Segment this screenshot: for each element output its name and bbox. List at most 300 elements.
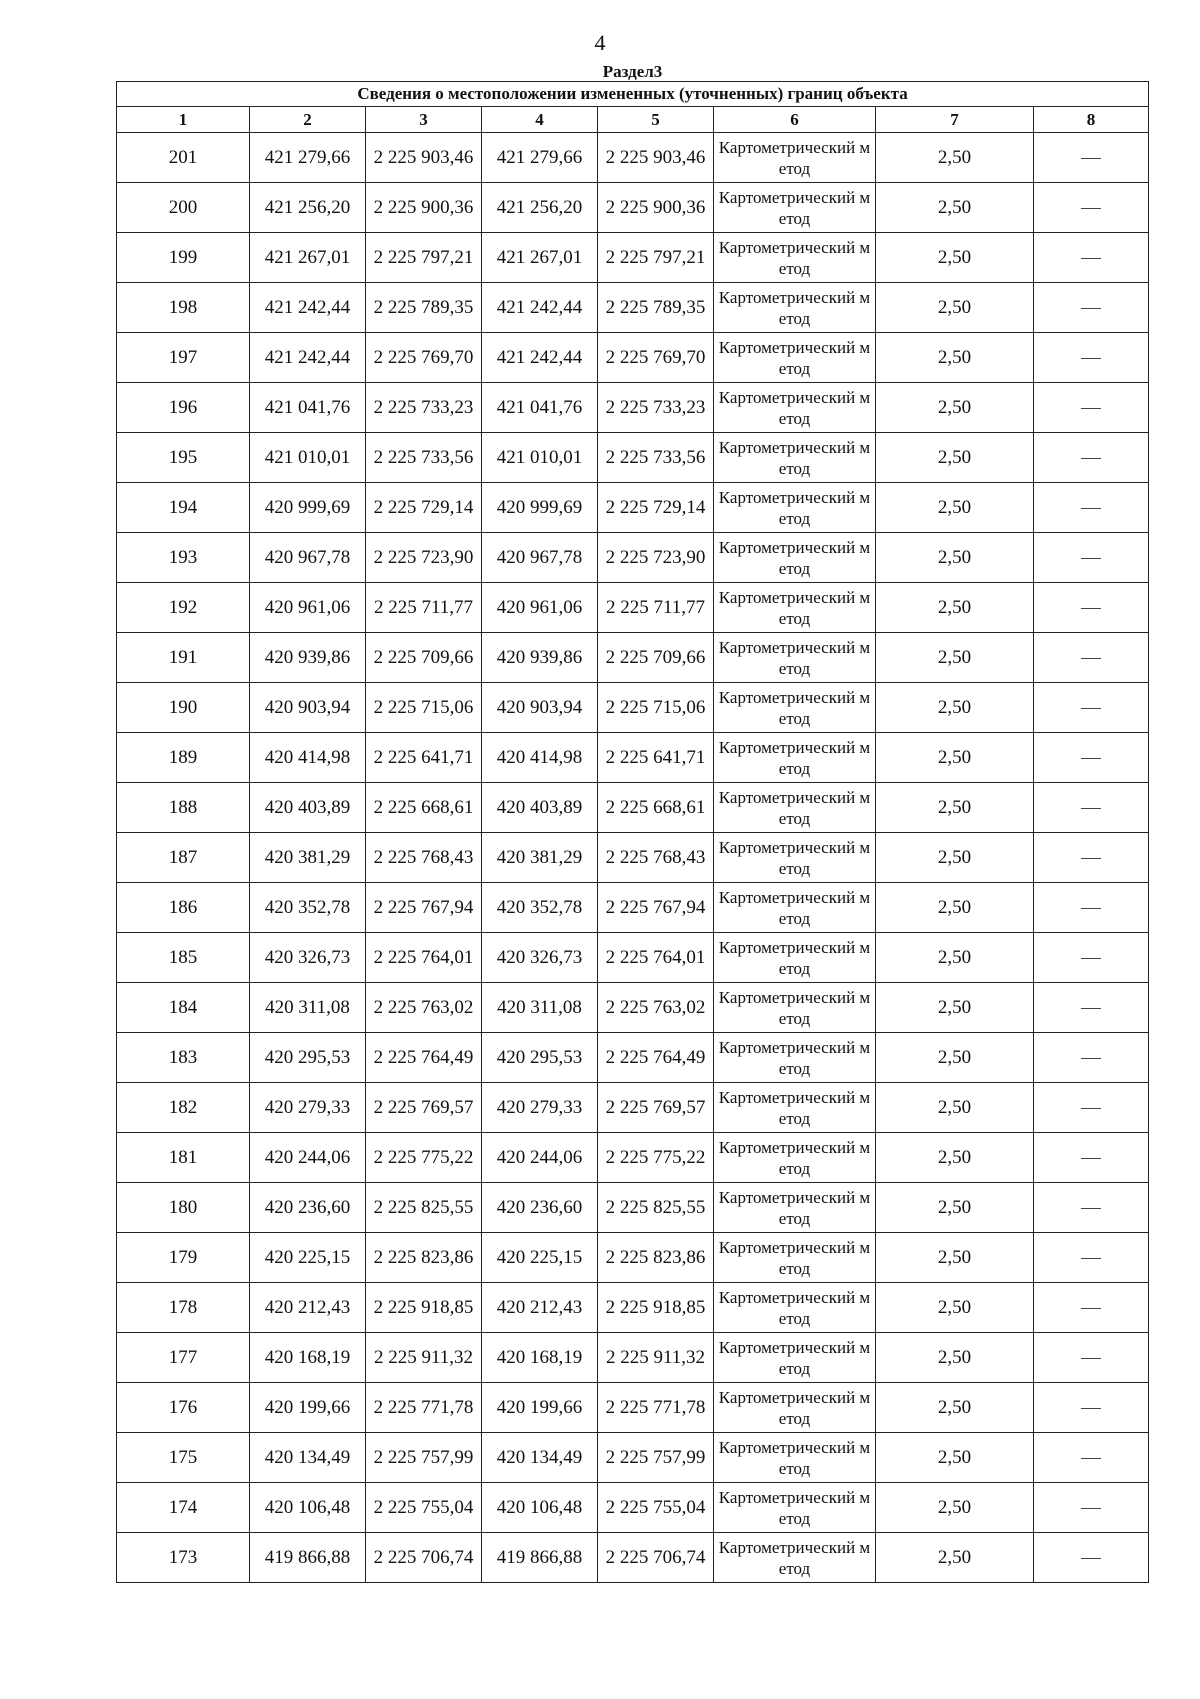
accuracy-cell: 2,50 xyxy=(876,533,1034,583)
method-cell: Картометрический метод xyxy=(714,1033,876,1083)
y-existing-cell: 2 225 823,86 xyxy=(366,1233,482,1283)
point-number-cell: 180 xyxy=(117,1183,250,1233)
accuracy-cell: 2,50 xyxy=(876,183,1034,233)
table-row xyxy=(117,1333,1149,1383)
y-existing-cell: 2 225 723,90 xyxy=(366,533,482,583)
point-number-cell: 185 xyxy=(117,933,250,983)
accuracy-cell: 2,50 xyxy=(876,883,1034,933)
method-cell: Картометрический метод xyxy=(714,1083,876,1133)
method-cell: Картометрический метод xyxy=(714,783,876,833)
table-caption: Сведения о местоположении измененных (уточненных) границ объекта xyxy=(117,82,1149,107)
method-cell: Картометрический метод xyxy=(714,683,876,733)
method-cell: Картометрический метод xyxy=(714,283,876,333)
table-row xyxy=(117,1033,1149,1083)
y-existing-cell: 2 225 797,21 xyxy=(366,233,482,283)
note-cell xyxy=(1034,1433,1149,1483)
x-existing-cell: 420 903,94 xyxy=(250,683,366,733)
x-new-cell: 420 295,53 xyxy=(482,1033,598,1083)
x-existing-cell: 420 961,06 xyxy=(250,583,366,633)
dash-mark xyxy=(1081,708,1101,709)
dash-mark xyxy=(1081,1308,1101,1309)
dash-mark xyxy=(1081,1108,1101,1109)
point-number-cell: 198 xyxy=(117,283,250,333)
x-existing-cell: 420 279,33 xyxy=(250,1083,366,1133)
note-cell xyxy=(1034,1183,1149,1233)
y-existing-cell: 2 225 641,71 xyxy=(366,733,482,783)
method-cell: Картометрический метод xyxy=(714,983,876,1033)
point-number-cell: 189 xyxy=(117,733,250,783)
y-new-cell: 2 225 668,61 xyxy=(598,783,714,833)
table-row xyxy=(117,833,1149,883)
x-new-cell: 420 311,08 xyxy=(482,983,598,1033)
note-cell xyxy=(1034,283,1149,333)
table-row xyxy=(117,333,1149,383)
y-new-cell: 2 225 729,14 xyxy=(598,483,714,533)
y-new-cell: 2 225 797,21 xyxy=(598,233,714,283)
y-new-cell: 2 225 764,49 xyxy=(598,1033,714,1083)
y-new-cell: 2 225 769,57 xyxy=(598,1083,714,1133)
table-row xyxy=(117,133,1149,183)
accuracy-cell: 2,50 xyxy=(876,1183,1034,1233)
note-cell xyxy=(1034,433,1149,483)
dash-mark xyxy=(1081,1008,1101,1009)
table-row xyxy=(117,633,1149,683)
dash-mark xyxy=(1081,908,1101,909)
method-cell: Картометрический метод xyxy=(714,733,876,783)
table-row xyxy=(117,583,1149,633)
table-row xyxy=(117,1283,1149,1333)
dash-mark xyxy=(1081,158,1101,159)
table-row xyxy=(117,933,1149,983)
note-cell xyxy=(1034,983,1149,1033)
dash-mark xyxy=(1081,808,1101,809)
boundary-coordinates-table xyxy=(116,81,1149,1583)
point-number-cell: 201 xyxy=(117,133,250,183)
table-row xyxy=(117,1383,1149,1433)
x-existing-cell: 421 279,66 xyxy=(250,133,366,183)
point-number-cell: 184 xyxy=(117,983,250,1033)
x-new-cell: 420 961,06 xyxy=(482,583,598,633)
note-cell xyxy=(1034,1133,1149,1183)
note-cell xyxy=(1034,883,1149,933)
accuracy-cell: 2,50 xyxy=(876,1233,1034,1283)
point-number-cell: 194 xyxy=(117,483,250,533)
y-existing-cell: 2 225 763,02 xyxy=(366,983,482,1033)
note-cell xyxy=(1034,1033,1149,1083)
accuracy-cell: 2,50 xyxy=(876,333,1034,383)
note-cell xyxy=(1034,1083,1149,1133)
accuracy-cell: 2,50 xyxy=(876,433,1034,483)
x-existing-cell: 420 199,66 xyxy=(250,1383,366,1433)
method-cell: Картометрический метод xyxy=(714,1283,876,1333)
method-cell: Картометрический метод xyxy=(714,583,876,633)
y-existing-cell: 2 225 706,74 xyxy=(366,1533,482,1583)
y-existing-cell: 2 225 764,49 xyxy=(366,1033,482,1083)
method-cell: Картометрический метод xyxy=(714,933,876,983)
point-number-cell: 182 xyxy=(117,1083,250,1133)
y-existing-cell: 2 225 768,43 xyxy=(366,833,482,883)
x-new-cell: 421 279,66 xyxy=(482,133,598,183)
method-cell: Картометрический метод xyxy=(714,333,876,383)
x-existing-cell: 420 225,15 xyxy=(250,1233,366,1283)
point-number-cell: 196 xyxy=(117,383,250,433)
note-cell xyxy=(1034,1483,1149,1533)
table-row xyxy=(117,683,1149,733)
x-new-cell: 420 279,33 xyxy=(482,1083,598,1133)
dash-mark xyxy=(1081,608,1101,609)
y-existing-cell: 2 225 755,04 xyxy=(366,1483,482,1533)
method-cell: Картометрический метод xyxy=(714,233,876,283)
x-existing-cell: 420 236,60 xyxy=(250,1183,366,1233)
note-cell xyxy=(1034,1283,1149,1333)
y-new-cell: 2 225 733,56 xyxy=(598,433,714,483)
dash-mark xyxy=(1081,1358,1101,1359)
column-number-row xyxy=(117,107,1149,133)
method-cell: Картометрический метод xyxy=(714,1533,876,1583)
point-number-cell: 176 xyxy=(117,1383,250,1433)
page-number: 4 xyxy=(594,30,606,55)
method-cell: Картометрический метод xyxy=(714,533,876,583)
x-existing-cell: 420 939,86 xyxy=(250,633,366,683)
table-row xyxy=(117,233,1149,283)
x-new-cell: 421 041,76 xyxy=(482,383,598,433)
point-number-cell: 188 xyxy=(117,783,250,833)
y-new-cell: 2 225 775,22 xyxy=(598,1133,714,1183)
dash-mark xyxy=(1081,1408,1101,1409)
method-cell: Картометрический метод xyxy=(714,1183,876,1233)
dash-mark xyxy=(1081,658,1101,659)
accuracy-cell: 2,50 xyxy=(876,1033,1034,1083)
x-existing-cell: 421 242,44 xyxy=(250,333,366,383)
y-new-cell: 2 225 918,85 xyxy=(598,1283,714,1333)
table-row xyxy=(117,1433,1149,1483)
accuracy-cell: 2,50 xyxy=(876,1533,1034,1583)
note-cell xyxy=(1034,133,1149,183)
accuracy-cell: 2,50 xyxy=(876,633,1034,683)
x-new-cell: 420 326,73 xyxy=(482,933,598,983)
accuracy-cell: 2,50 xyxy=(876,833,1034,883)
accuracy-cell: 2,50 xyxy=(876,133,1034,183)
y-new-cell: 2 225 768,43 xyxy=(598,833,714,883)
note-cell xyxy=(1034,233,1149,283)
accuracy-cell: 2,50 xyxy=(876,933,1034,983)
x-existing-cell: 420 999,69 xyxy=(250,483,366,533)
note-cell xyxy=(1034,1533,1149,1583)
method-cell: Картометрический метод xyxy=(714,1383,876,1433)
point-number-cell: 174 xyxy=(117,1483,250,1533)
point-number-cell: 193 xyxy=(117,533,250,583)
table-row xyxy=(117,1133,1149,1183)
accuracy-cell: 2,50 xyxy=(876,683,1034,733)
y-new-cell: 2 225 911,32 xyxy=(598,1333,714,1383)
point-number-cell: 173 xyxy=(117,1533,250,1583)
x-existing-cell: 420 212,43 xyxy=(250,1283,366,1333)
x-new-cell: 420 244,06 xyxy=(482,1133,598,1183)
y-new-cell: 2 225 723,90 xyxy=(598,533,714,583)
point-number-cell: 197 xyxy=(117,333,250,383)
method-cell: Картометрический метод xyxy=(714,133,876,183)
note-cell xyxy=(1034,383,1149,433)
accuracy-cell: 2,50 xyxy=(876,233,1034,283)
accuracy-cell: 2,50 xyxy=(876,1383,1034,1433)
dash-mark xyxy=(1081,1258,1101,1259)
table-row xyxy=(117,1083,1149,1133)
y-existing-cell: 2 225 825,55 xyxy=(366,1183,482,1233)
x-new-cell: 420 903,94 xyxy=(482,683,598,733)
y-new-cell: 2 225 711,77 xyxy=(598,583,714,633)
point-number-cell: 177 xyxy=(117,1333,250,1383)
table-row xyxy=(117,1233,1149,1283)
y-existing-cell: 2 225 729,14 xyxy=(366,483,482,533)
dash-mark xyxy=(1081,308,1101,309)
y-existing-cell: 2 225 789,35 xyxy=(366,283,482,333)
y-new-cell: 2 225 900,36 xyxy=(598,183,714,233)
y-existing-cell: 2 225 775,22 xyxy=(366,1133,482,1183)
point-number-cell: 191 xyxy=(117,633,250,683)
y-existing-cell: 2 225 771,78 xyxy=(366,1383,482,1433)
x-new-cell: 420 414,98 xyxy=(482,733,598,783)
y-new-cell: 2 225 755,04 xyxy=(598,1483,714,1533)
column-number: 6 xyxy=(714,107,876,133)
y-new-cell: 2 225 903,46 xyxy=(598,133,714,183)
y-new-cell: 2 225 709,66 xyxy=(598,633,714,683)
x-existing-cell: 420 381,29 xyxy=(250,833,366,883)
note-cell xyxy=(1034,733,1149,783)
dash-mark xyxy=(1081,558,1101,559)
x-existing-cell: 420 326,73 xyxy=(250,933,366,983)
x-existing-cell: 420 106,48 xyxy=(250,1483,366,1533)
point-number-cell: 179 xyxy=(117,1233,250,1283)
table-row xyxy=(117,183,1149,233)
method-cell: Картометрический метод xyxy=(714,383,876,433)
x-existing-cell: 420 403,89 xyxy=(250,783,366,833)
note-cell xyxy=(1034,183,1149,233)
point-number-cell: 178 xyxy=(117,1283,250,1333)
method-cell: Картометрический метод xyxy=(714,1133,876,1183)
x-new-cell: 420 999,69 xyxy=(482,483,598,533)
y-existing-cell: 2 225 733,56 xyxy=(366,433,482,483)
x-new-cell: 420 168,19 xyxy=(482,1333,598,1383)
point-number-cell: 190 xyxy=(117,683,250,733)
x-existing-cell: 421 267,01 xyxy=(250,233,366,283)
accuracy-cell: 2,50 xyxy=(876,983,1034,1033)
table-row xyxy=(117,783,1149,833)
method-cell: Картометрический метод xyxy=(714,433,876,483)
y-new-cell: 2 225 767,94 xyxy=(598,883,714,933)
x-existing-cell: 420 295,53 xyxy=(250,1033,366,1083)
method-cell: Картометрический метод xyxy=(714,633,876,683)
x-existing-cell: 420 967,78 xyxy=(250,533,366,583)
y-existing-cell: 2 225 757,99 xyxy=(366,1433,482,1483)
x-new-cell: 421 242,44 xyxy=(482,283,598,333)
dash-mark xyxy=(1081,458,1101,459)
x-existing-cell: 420 311,08 xyxy=(250,983,366,1033)
y-existing-cell: 2 225 903,46 xyxy=(366,133,482,183)
y-new-cell: 2 225 771,78 xyxy=(598,1383,714,1433)
dash-mark xyxy=(1081,1458,1101,1459)
dash-mark xyxy=(1081,408,1101,409)
accuracy-cell: 2,50 xyxy=(876,483,1034,533)
y-existing-cell: 2 225 911,32 xyxy=(366,1333,482,1383)
y-existing-cell: 2 225 769,57 xyxy=(366,1083,482,1133)
y-existing-cell: 2 225 918,85 xyxy=(366,1283,482,1333)
x-new-cell: 420 134,49 xyxy=(482,1433,598,1483)
note-cell xyxy=(1034,783,1149,833)
y-existing-cell: 2 225 769,70 xyxy=(366,333,482,383)
column-number: 5 xyxy=(598,107,714,133)
x-new-cell: 420 106,48 xyxy=(482,1483,598,1533)
dash-mark xyxy=(1081,208,1101,209)
y-existing-cell: 2 225 733,23 xyxy=(366,383,482,433)
method-cell: Картометрический метод xyxy=(714,883,876,933)
accuracy-cell: 2,50 xyxy=(876,383,1034,433)
accuracy-cell: 2,50 xyxy=(876,1283,1034,1333)
note-cell xyxy=(1034,1383,1149,1433)
dash-mark xyxy=(1081,858,1101,859)
x-new-cell: 421 010,01 xyxy=(482,433,598,483)
note-cell xyxy=(1034,1233,1149,1283)
point-number-cell: 195 xyxy=(117,433,250,483)
method-cell: Картометрический метод xyxy=(714,1433,876,1483)
column-number: 1 xyxy=(117,107,250,133)
column-number: 8 xyxy=(1034,107,1149,133)
accuracy-cell: 2,50 xyxy=(876,1083,1034,1133)
x-new-cell: 420 403,89 xyxy=(482,783,598,833)
column-number: 4 xyxy=(482,107,598,133)
x-existing-cell: 421 242,44 xyxy=(250,283,366,333)
point-number-cell: 175 xyxy=(117,1433,250,1483)
accuracy-cell: 2,50 xyxy=(876,1433,1034,1483)
note-cell xyxy=(1034,483,1149,533)
x-existing-cell: 419 866,88 xyxy=(250,1533,366,1583)
accuracy-cell: 2,50 xyxy=(876,1333,1034,1383)
note-cell xyxy=(1034,833,1149,883)
x-existing-cell: 420 352,78 xyxy=(250,883,366,933)
x-existing-cell: 421 010,01 xyxy=(250,433,366,483)
note-cell xyxy=(1034,583,1149,633)
accuracy-cell: 2,50 xyxy=(876,1483,1034,1533)
y-new-cell: 2 225 789,35 xyxy=(598,283,714,333)
y-new-cell: 2 225 823,86 xyxy=(598,1233,714,1283)
y-existing-cell: 2 225 711,77 xyxy=(366,583,482,633)
method-cell: Картометрический метод xyxy=(714,1333,876,1383)
dash-mark xyxy=(1081,1508,1101,1509)
x-new-cell: 419 866,88 xyxy=(482,1533,598,1583)
method-cell: Картометрический метод xyxy=(714,483,876,533)
y-new-cell: 2 225 757,99 xyxy=(598,1433,714,1483)
x-existing-cell: 420 134,49 xyxy=(250,1433,366,1483)
y-new-cell: 2 225 733,23 xyxy=(598,383,714,433)
note-cell xyxy=(1034,683,1149,733)
x-new-cell: 420 352,78 xyxy=(482,883,598,933)
table-row xyxy=(117,283,1149,333)
table-row xyxy=(117,433,1149,483)
x-new-cell: 420 939,86 xyxy=(482,633,598,683)
column-number: 2 xyxy=(250,107,366,133)
accuracy-cell: 2,50 xyxy=(876,583,1034,633)
y-existing-cell: 2 225 767,94 xyxy=(366,883,482,933)
point-number-cell: 199 xyxy=(117,233,250,283)
dash-mark xyxy=(1081,508,1101,509)
y-existing-cell: 2 225 900,36 xyxy=(366,183,482,233)
accuracy-cell: 2,50 xyxy=(876,733,1034,783)
method-cell: Картометрический метод xyxy=(714,1233,876,1283)
table-row xyxy=(117,883,1149,933)
dash-mark xyxy=(1081,1208,1101,1209)
note-cell xyxy=(1034,1333,1149,1383)
y-existing-cell: 2 225 668,61 xyxy=(366,783,482,833)
x-existing-cell: 420 168,19 xyxy=(250,1333,366,1383)
dash-mark xyxy=(1081,958,1101,959)
note-cell xyxy=(1034,633,1149,683)
x-new-cell: 420 225,15 xyxy=(482,1233,598,1283)
dash-mark xyxy=(1081,358,1101,359)
x-existing-cell: 420 414,98 xyxy=(250,733,366,783)
x-existing-cell: 421 041,76 xyxy=(250,383,366,433)
x-existing-cell: 420 244,06 xyxy=(250,1133,366,1183)
y-new-cell: 2 225 825,55 xyxy=(598,1183,714,1233)
y-existing-cell: 2 225 764,01 xyxy=(366,933,482,983)
dash-mark xyxy=(1081,258,1101,259)
method-cell: Картометрический метод xyxy=(714,183,876,233)
x-new-cell: 420 381,29 xyxy=(482,833,598,883)
y-existing-cell: 2 225 709,66 xyxy=(366,633,482,683)
dash-mark xyxy=(1081,1158,1101,1159)
x-new-cell: 420 236,60 xyxy=(482,1183,598,1233)
x-new-cell: 420 967,78 xyxy=(482,533,598,583)
dash-mark xyxy=(1081,1558,1101,1559)
table-row xyxy=(117,1183,1149,1233)
dash-mark xyxy=(1081,758,1101,759)
table-row xyxy=(117,983,1149,1033)
y-existing-cell: 2 225 715,06 xyxy=(366,683,482,733)
y-new-cell: 2 225 715,06 xyxy=(598,683,714,733)
column-number: 3 xyxy=(366,107,482,133)
dash-mark xyxy=(1081,1058,1101,1059)
column-number: 7 xyxy=(876,107,1034,133)
y-new-cell: 2 225 769,70 xyxy=(598,333,714,383)
point-number-cell: 181 xyxy=(117,1133,250,1183)
x-new-cell: 421 256,20 xyxy=(482,183,598,233)
x-new-cell: 420 199,66 xyxy=(482,1383,598,1433)
section-title: Раздел3 xyxy=(602,62,663,81)
note-cell xyxy=(1034,533,1149,583)
y-new-cell: 2 225 764,01 xyxy=(598,933,714,983)
table-row xyxy=(117,383,1149,433)
table-row xyxy=(117,733,1149,783)
point-number-cell: 187 xyxy=(117,833,250,883)
accuracy-cell: 2,50 xyxy=(876,1133,1034,1183)
y-new-cell: 2 225 763,02 xyxy=(598,983,714,1033)
x-new-cell: 420 212,43 xyxy=(482,1283,598,1333)
y-new-cell: 2 225 706,74 xyxy=(598,1533,714,1583)
table-row xyxy=(117,1483,1149,1533)
method-cell: Картометрический метод xyxy=(714,1483,876,1533)
x-new-cell: 421 242,44 xyxy=(482,333,598,383)
point-number-cell: 200 xyxy=(117,183,250,233)
point-number-cell: 183 xyxy=(117,1033,250,1083)
x-existing-cell: 421 256,20 xyxy=(250,183,366,233)
x-new-cell: 421 267,01 xyxy=(482,233,598,283)
point-number-cell: 186 xyxy=(117,883,250,933)
table-row xyxy=(117,1533,1149,1583)
accuracy-cell: 2,50 xyxy=(876,283,1034,333)
table-row xyxy=(117,533,1149,583)
accuracy-cell: 2,50 xyxy=(876,783,1034,833)
y-new-cell: 2 225 641,71 xyxy=(598,733,714,783)
table-row xyxy=(117,483,1149,533)
note-cell xyxy=(1034,933,1149,983)
